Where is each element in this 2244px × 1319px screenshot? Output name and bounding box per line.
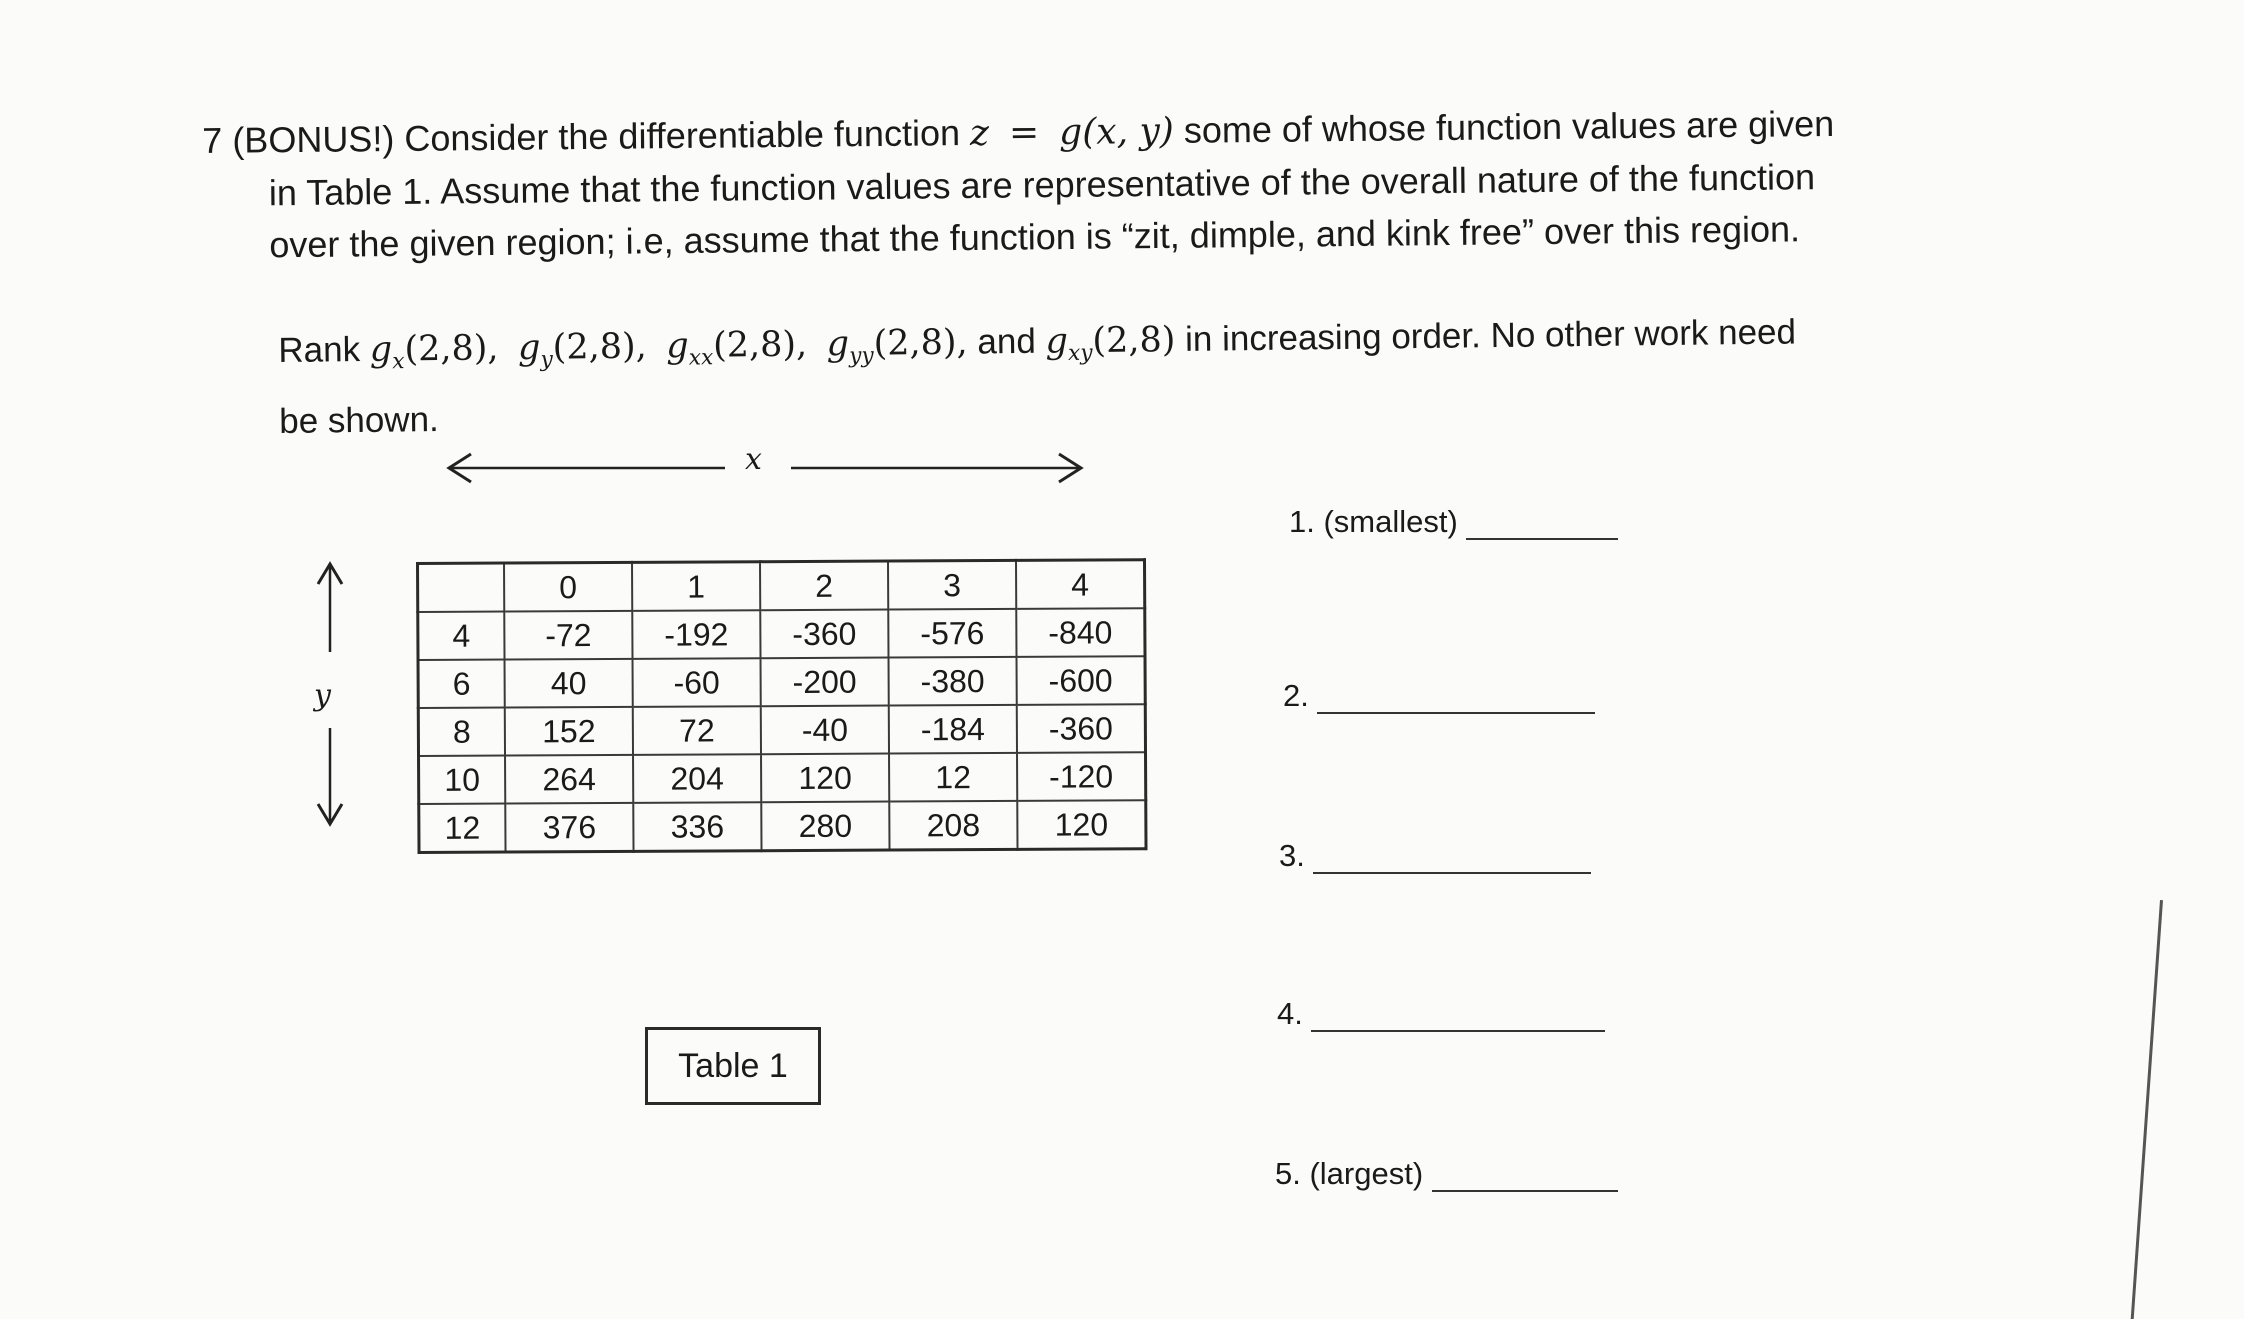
value-cell: 120 <box>761 754 889 803</box>
instruction-tail: in increasing order. No other work need <box>1184 312 1797 359</box>
answer-label-3: 3. <box>1279 838 1305 873</box>
value-cell: -120 <box>1017 752 1146 801</box>
x-header-cell: 1 <box>632 562 760 611</box>
y-axis-label: y <box>314 678 331 713</box>
value-cell: -60 <box>633 658 761 707</box>
problem-line-3: over the given region; i.e, assume that the function is “zit, dimple, and kink free” over this region. <box>269 208 1801 266</box>
table-row <box>418 656 1145 708</box>
value-cell: 120 <box>1017 800 1146 849</box>
table-row <box>419 752 1146 804</box>
table-caption: Table 1 <box>645 1027 821 1105</box>
x-header-cell: 0 <box>504 562 632 611</box>
ranking-instruction <box>278 303 1819 450</box>
answer-line-3 <box>1279 838 1591 874</box>
page-edge-line <box>2131 900 2163 1319</box>
value-cell: 280 <box>761 802 889 851</box>
x-double-arrow-icon <box>445 446 1085 486</box>
problem-tag: (BONUS!) <box>232 117 395 161</box>
x-header-cell: 2 <box>760 561 888 610</box>
instruction-line-2: be shown. <box>278 399 439 441</box>
term-gx: $g_x(2,8)$, <box>369 328 499 375</box>
answer-blank-1[interactable] <box>1466 514 1618 540</box>
value-cell: -40 <box>761 706 889 755</box>
answer-blank-5[interactable] <box>1432 1166 1618 1192</box>
answer-label-4: 4. <box>1277 996 1303 1031</box>
answer-blank-2[interactable] <box>1317 688 1595 714</box>
value-cell: 40 <box>505 659 633 708</box>
value-cell: 208 <box>889 801 1017 850</box>
value-cell: -72 <box>504 611 632 660</box>
problem-line-2: in Table 1. Assume that the function values are representative of the overall nature of the function <box>268 156 1816 214</box>
answer-blank-4[interactable] <box>1311 1006 1605 1032</box>
y-header-cell: 10 <box>419 756 506 804</box>
problem-text-1: Consider the differentiable function <box>404 112 961 159</box>
equation-equals: = <box>1008 112 1040 154</box>
term-gxy: $g_{xy}(2,8)$ <box>1045 320 1176 366</box>
value-cell: -360 <box>760 610 888 659</box>
answer-line-4 <box>1277 996 1605 1032</box>
table-row <box>419 800 1146 852</box>
table-row <box>418 608 1145 660</box>
term-gxx: $g_{xx}(2,8)$, <box>665 324 808 371</box>
value-cell: -840 <box>1016 608 1145 657</box>
answer-line-5 <box>1275 1156 1618 1192</box>
value-cell: -200 <box>761 658 889 707</box>
value-cell: -576 <box>888 609 1016 658</box>
value-cell: 376 <box>505 803 633 852</box>
function-values-table <box>416 558 1148 854</box>
answer-label-1: 1. (smallest) <box>1289 504 1458 539</box>
y-header-cell: 12 <box>419 804 506 853</box>
term-gyy: $g_{yy}(2,8)$, <box>826 322 968 369</box>
answer-blank-3[interactable] <box>1313 848 1591 874</box>
answer-line-1 <box>1289 504 1618 540</box>
table-header-row <box>418 560 1145 612</box>
rank-word: Rank <box>278 330 361 370</box>
y-header-cell: 6 <box>418 660 505 708</box>
problem-number: 7 <box>202 119 223 161</box>
and-word: and <box>977 321 1037 362</box>
answer-label-5: 5. (largest) <box>1275 1156 1424 1191</box>
value-cell: 152 <box>505 707 633 756</box>
value-cell: 12 <box>889 753 1017 802</box>
function-values-table-wrapper <box>416 558 1148 854</box>
value-cell: 336 <box>633 802 761 851</box>
value-cell: 72 <box>633 706 761 755</box>
term-gy: $g_y(2,8)$, <box>517 326 648 373</box>
value-cell: 264 <box>505 755 633 804</box>
value-cell: -184 <box>889 705 1017 754</box>
x-header-cell: 3 <box>888 560 1016 609</box>
x-axis-arrow <box>445 442 1085 486</box>
value-cell: -360 <box>1017 704 1146 753</box>
y-axis-arrow <box>300 560 360 830</box>
value-cell: -192 <box>632 610 760 659</box>
x-header-cell: 4 <box>1016 560 1145 609</box>
answer-line-2 <box>1283 678 1595 714</box>
x-axis-label: x <box>745 442 762 477</box>
y-header-cell: 4 <box>418 612 505 660</box>
equation-rhs: g(x, y) <box>1058 110 1175 154</box>
equation-lhs: z <box>969 112 990 154</box>
answer-label-2: 2. <box>1283 678 1309 713</box>
value-cell: -380 <box>889 657 1017 706</box>
value-cell: 204 <box>633 754 761 803</box>
value-cell: -600 <box>1017 656 1146 705</box>
y-header-cell: 8 <box>418 708 505 756</box>
table-corner-cell <box>418 563 505 612</box>
table-row <box>418 704 1145 756</box>
problem-text-1-tail: some of whose function values are given <box>1183 102 1835 151</box>
problem-statement <box>202 98 1835 272</box>
